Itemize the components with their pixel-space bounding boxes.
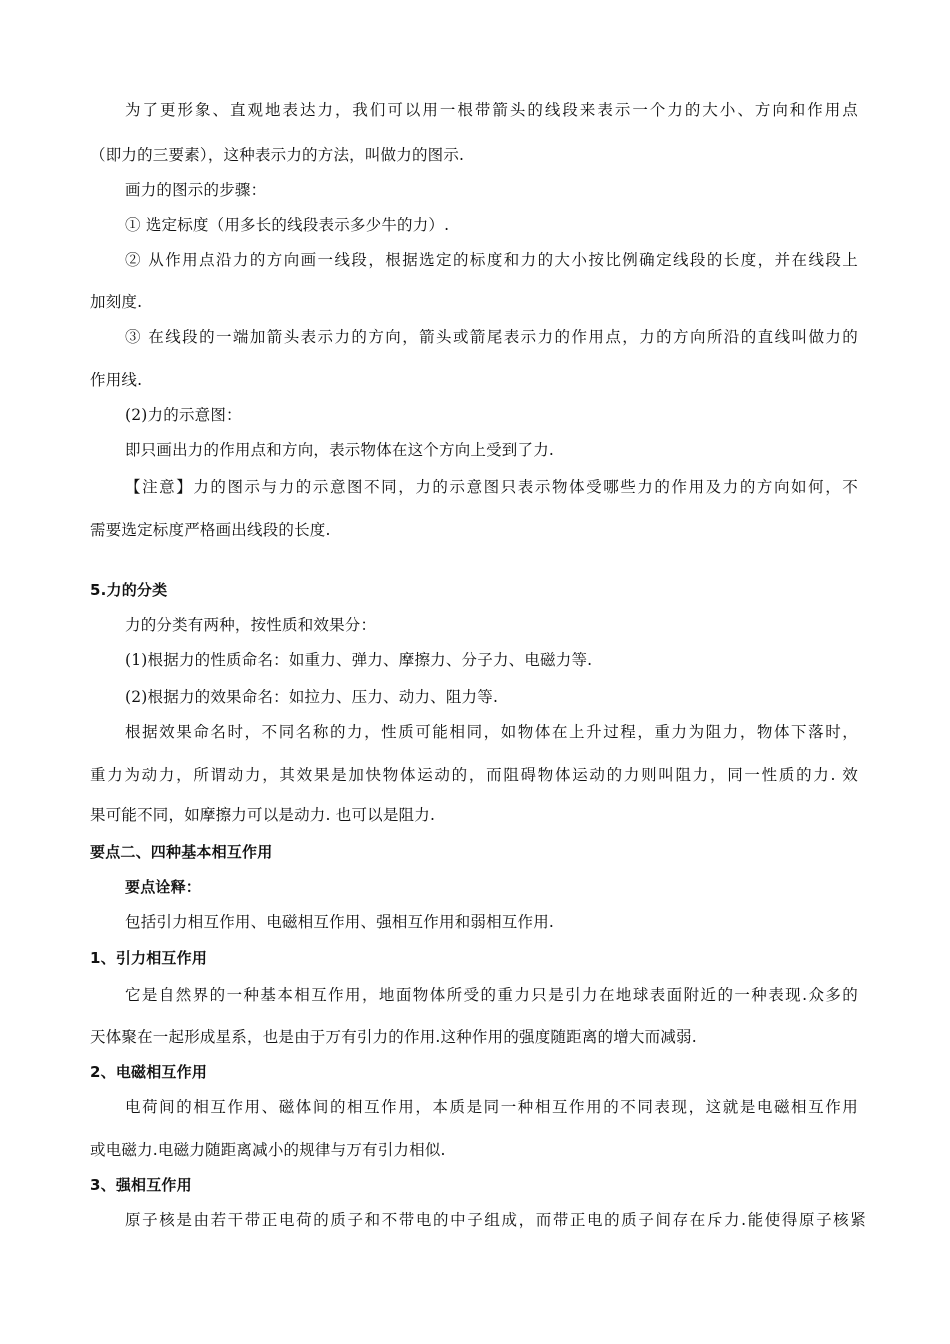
paragraph-line: （即力的三要素），这种表示力的方法，叫做力的图示. <box>90 146 465 164</box>
subsection-heading: 2、电磁相互作用 <box>90 1063 208 1081</box>
paragraph-line: 果可能不同，如摩擦力可以是动力. 也可以是阻力. <box>90 806 436 824</box>
paragraph-line: 根据效果命名时，不同名称的力，性质可能相同，如物体在上升过程，重力为阻力，物体下落时， <box>125 723 858 741</box>
paragraph-line: 即只画出力的作用点和方向，表示物体在这个方向上受到了力. <box>125 441 555 459</box>
step-item-continued: 加刻度. <box>90 293 143 311</box>
step-item: ③ 在线段的一端加箭头表示力的方向，箭头或箭尾表示力的作用点，力的方向所沿的直线叫做力的 <box>125 328 858 346</box>
paragraph-line: 天体聚在一起形成星系，也是由于万有引力的作用.这种作用的强度随距离的增大而减弱. <box>90 1028 697 1046</box>
paragraph-line: 或电磁力.电磁力随距离减小的规律与万有引力相似. <box>90 1141 446 1159</box>
steps-title: 画力的图示的步骤： <box>125 181 267 199</box>
step-item-continued: 作用线. <box>90 371 143 389</box>
paragraph-line: 重力为动力，所谓动力，其效果是加快物体运动的，而阻碍物体运动的力则叫阻力，同一性质的力. 效 <box>90 766 858 784</box>
subsection-heading: 1、引力相互作用 <box>90 949 208 967</box>
note-line: 【注意】力的图示与力的示意图不同，力的示意图只表示物体受哪些力的作用及力的方向如何，不 <box>125 478 858 496</box>
list-item: (1)根据力的性质命名：如重力、弹力、摩擦力、分子力、电磁力等. <box>125 651 593 669</box>
step-item: ② 从作用点沿力的方向画一线段，根据选定的标度和力的大小按比例确定线段的长度，并在线段上 <box>125 251 858 269</box>
sketch-title: (2)力的示意图： <box>125 406 242 424</box>
section-heading: 要点二、四种基本相互作用 <box>90 843 273 861</box>
list-item: (2)根据力的效果命名：如拉力、压力、动力、阻力等. <box>125 688 499 706</box>
paragraph-line: 力的分类有两种，按性质和效果分： <box>125 616 377 634</box>
paragraph-line: 电荷间的相互作用、磁体间的相互作用，本质是同一种相互作用的不同表现，这就是电磁相互作用 <box>125 1098 858 1116</box>
subsection-heading: 3、强相互作用 <box>90 1176 192 1194</box>
paragraph-line: 原子核是由若干带正电荷的质子和不带电的中子组成，而带正电的质子间存在斥力.能使得原子核紧 <box>125 1211 866 1229</box>
paragraph-line: 包括引力相互作用、电磁相互作用、强相互作用和弱相互作用. <box>125 913 555 931</box>
note-line: 需要选定标度严格画出线段的长度. <box>90 521 331 539</box>
paragraph-line: 为了更形象、直观地表达力，我们可以用一根带箭头的线段来表示一个力的大小、方向和作用点 <box>125 101 858 119</box>
step-item: ① 选定标度（用多长的线段表示多少牛的力）. <box>125 216 450 234</box>
subsection-heading: 要点诠释： <box>125 878 202 896</box>
section-heading: 5.力的分类 <box>90 581 168 599</box>
paragraph-line: 它是自然界的一种基本相互作用，地面物体所受的重力只是引力在地球表面附近的一种表现.众多的 <box>125 986 858 1004</box>
